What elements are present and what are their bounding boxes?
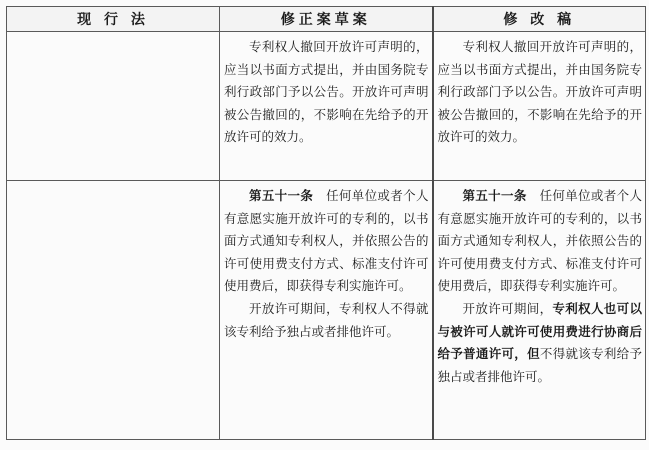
current-law-cell-2 [7, 181, 220, 440]
table-row [7, 181, 646, 440]
revised-article-51-p1: 第五十一条 任何单位或者个人有意愿实施开放许可的专利的，以书面方式通知专利权人，并依照公告的许可使用费支付方式、标准支付许可使用费后，即获得专利实施许可。 [437, 188, 642, 294]
draft-article-51-p1: 第五十一条 任何单位或者个人有意愿实施开放许可的专利的，以书面方式通知专利权人，并依照公告的许可使用费支付方式、标准支付许可使用费后，即获得专利实施许可。 [224, 188, 429, 294]
draft-article-51-p2: 开放许可期间，专利权人不得就该专利给予独占或者排他许可。 [224, 300, 429, 339]
amendment-highlight: 专利权人也可以与被许可人就许可使用费进行协商后给予普通许可，但 [437, 300, 642, 362]
draft-cell-1 [220, 32, 433, 181]
current-law-cell-1 [7, 32, 220, 181]
article-number: 第五十一条 [462, 188, 527, 203]
header-current-law: 现 行 法 [7, 7, 220, 32]
article-number: 第五十一条 [249, 188, 314, 203]
table-row [7, 32, 646, 181]
header-revised: 修 改 稿 [433, 7, 646, 32]
comparison-table [6, 6, 646, 440]
header-draft: 修正案草案 [220, 7, 433, 32]
revised-cell-2 [433, 181, 646, 440]
header-row [7, 7, 646, 32]
revised-withdraw-paragraph: 专利权人撤回开放许可声明的，应当以书面方式提出，并由国务院专利行政部门予以公告。开放许可声明被公告撤回的，不影响在先给予的开放许可的效力。 [437, 39, 642, 145]
revised-article-51-p2: 开放许可期间，专利权人也可以与被许可人就许可使用费进行协商后给予普通许可，但不得就该专利给予独占或者排他许可。 [437, 300, 642, 384]
revised-cell-1 [433, 32, 646, 181]
draft-withdraw-paragraph: 专利权人撤回开放许可声明的，应当以书面方式提出，并由国务院专利行政部门予以公告。开放许可声明被公告撤回的，不影响在先给予的开放许可的效力。 [224, 39, 429, 145]
draft-cell-2 [220, 181, 433, 440]
